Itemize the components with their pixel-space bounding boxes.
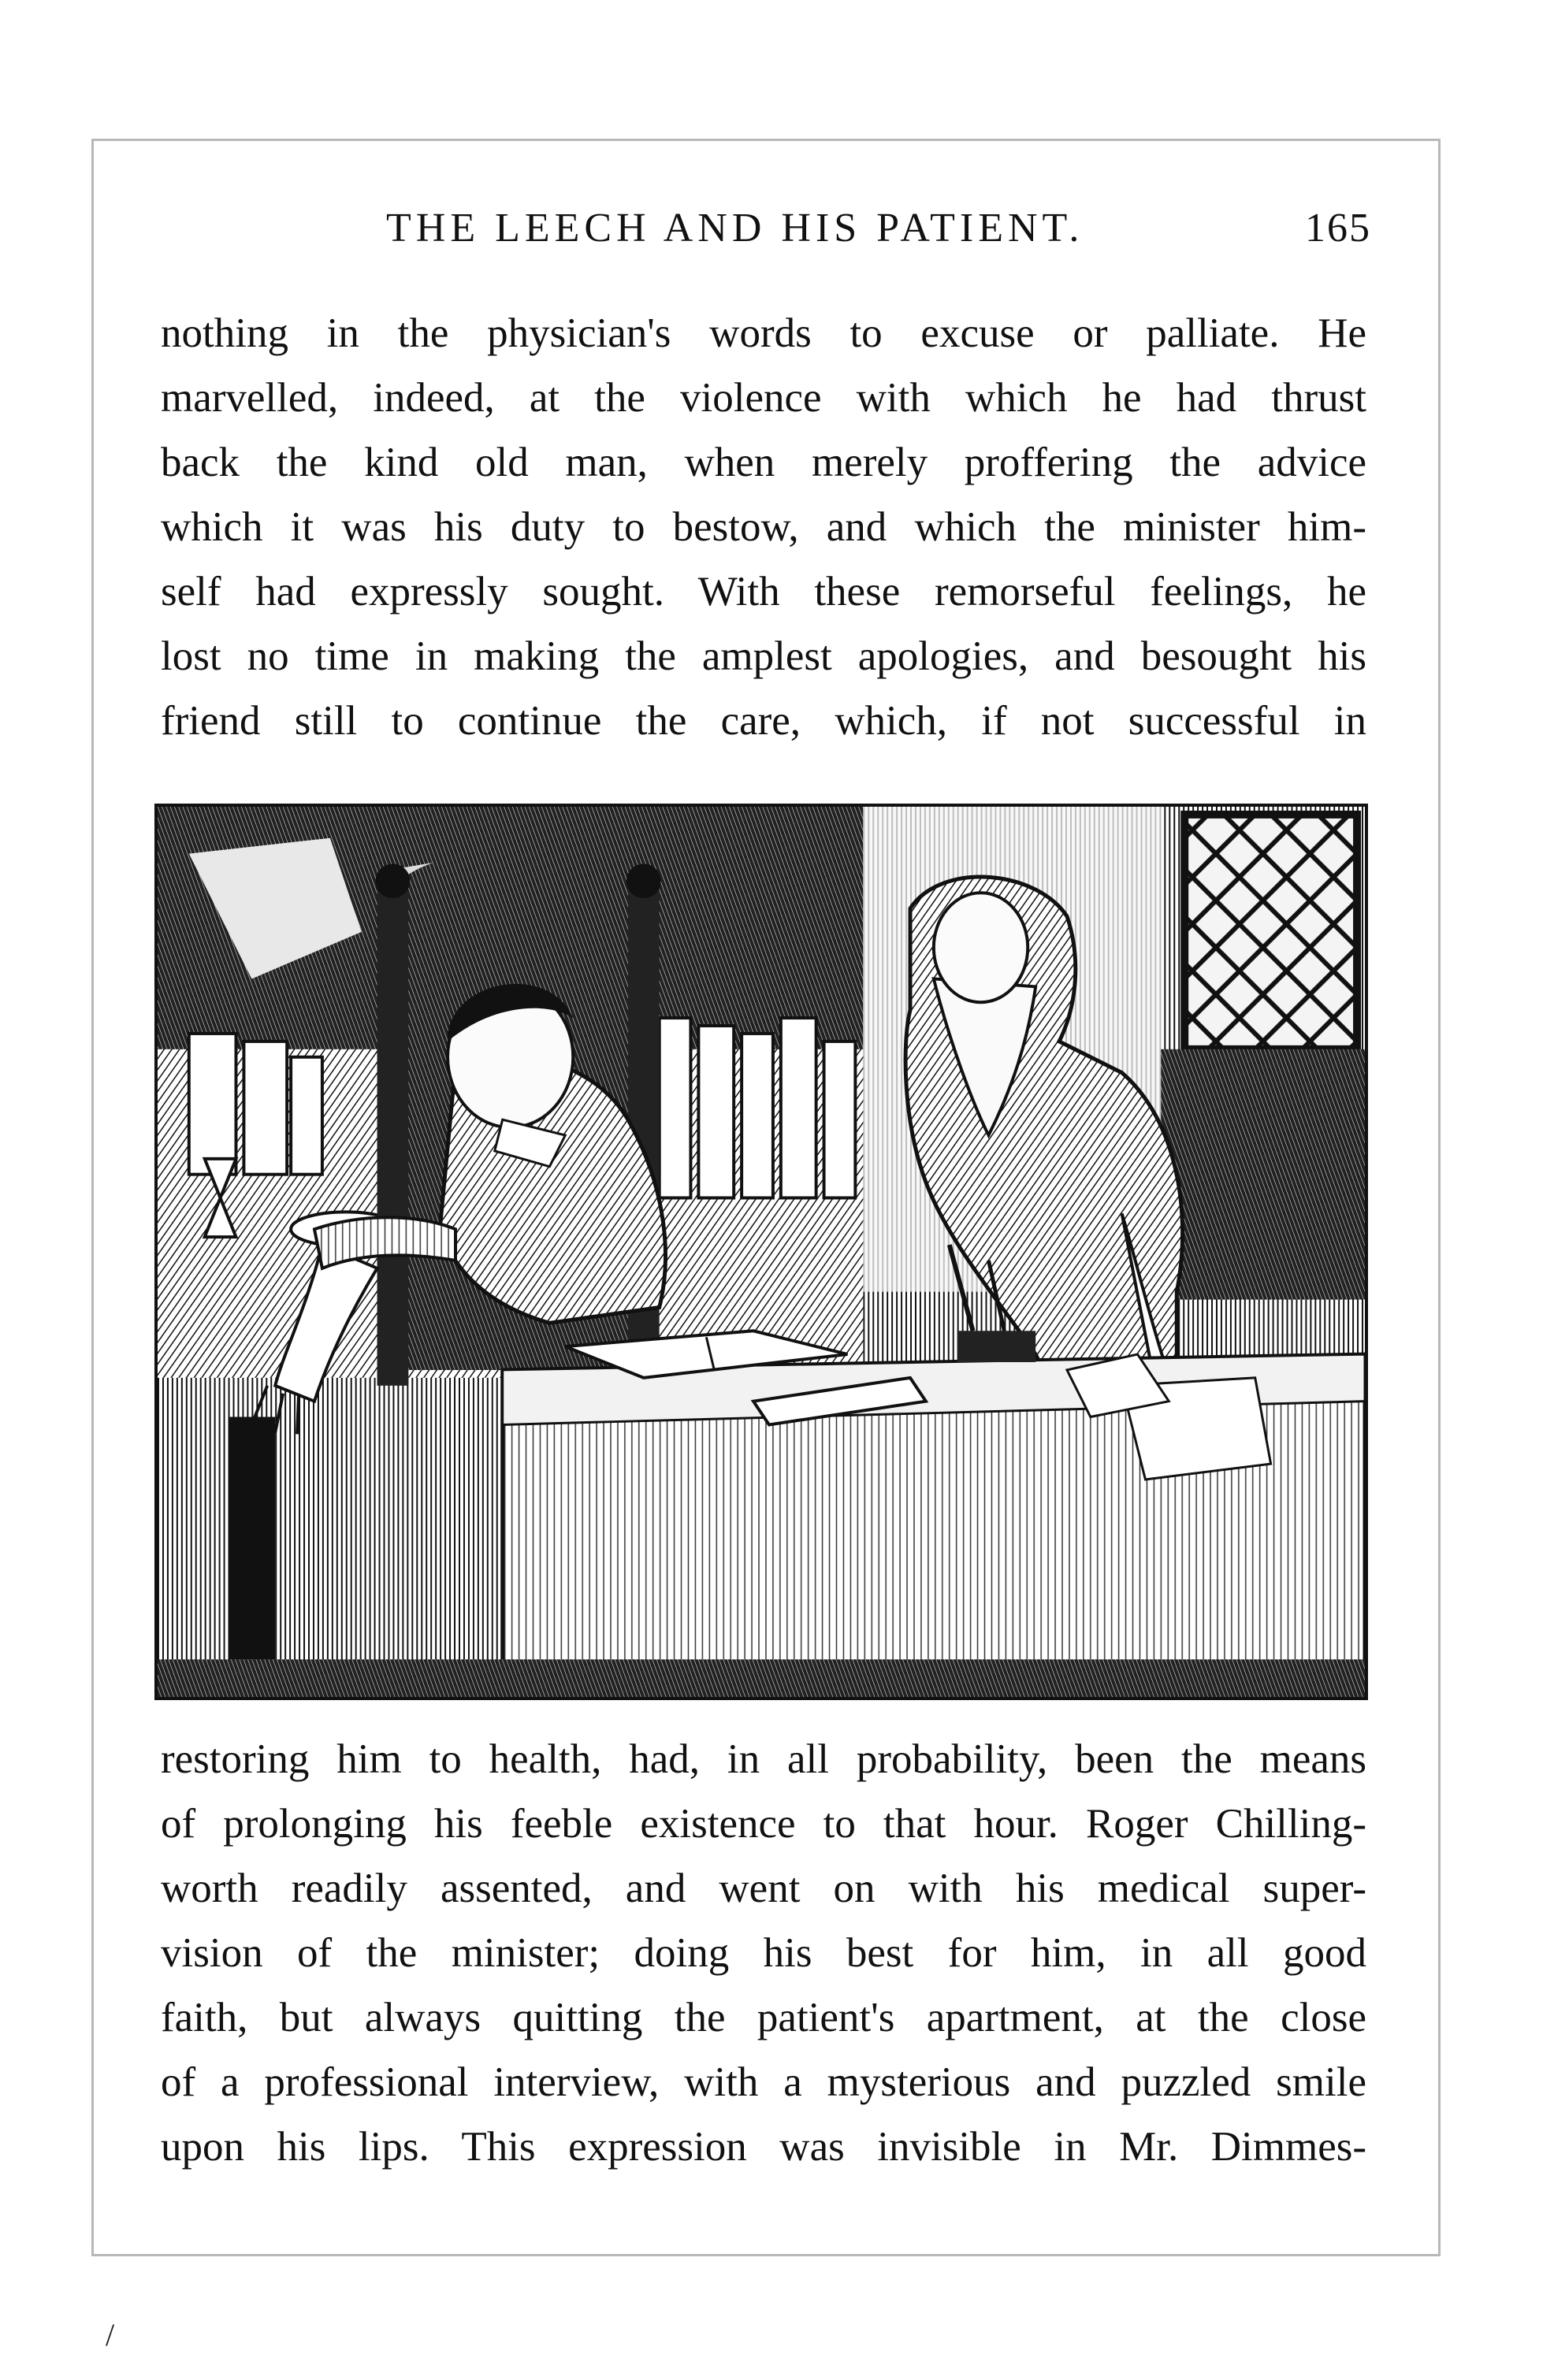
text-line: self had expressly sought. With these remorseful feelings, he bbox=[161, 569, 1366, 614]
text-line: of prolonging his feeble existence to that hour. Roger Chilling- bbox=[161, 1801, 1366, 1847]
text-line: which it was his duty to bestow, and which the minister him- bbox=[161, 504, 1366, 550]
stray-pencil-mark: / bbox=[106, 2317, 115, 2352]
body-text-bottom bbox=[161, 1727, 1366, 2179]
text-line: of a professional interview, with a mysterious and puzzled smile bbox=[161, 2059, 1366, 2105]
text-line: friend still to continue the care, which, if not successful in bbox=[161, 698, 1366, 744]
engraving-illustration bbox=[154, 804, 1368, 1700]
text-line: marvelled, indeed, at the violence with which he had thrust bbox=[161, 375, 1366, 421]
text-line: worth readily assented, and went on with his medical super- bbox=[161, 1866, 1366, 1911]
text-line: faith, but always quitting the patient's apartment, at the close bbox=[161, 1995, 1366, 2040]
text-line: upon his lips. This expression was invisible in Mr. Dimmes- bbox=[161, 2124, 1366, 2170]
text-line: lost no time in making the amplest apologies, and besought his bbox=[161, 633, 1366, 679]
engraving-drawing bbox=[158, 807, 1365, 1697]
running-title: THE LEECH AND HIS PATIENT. bbox=[386, 206, 1084, 251]
text-line: nothing in the physician's words to excuse or palliate. He bbox=[161, 310, 1366, 356]
text-line: vision of the minister; doing his best for him, in all good bbox=[161, 1930, 1366, 1976]
body-text-top bbox=[161, 301, 1366, 753]
text-line: restoring him to health, had, in all probability, been the means bbox=[161, 1736, 1366, 1782]
text-line: back the kind old man, when merely proffering the advice bbox=[161, 440, 1366, 485]
page-number: 165 bbox=[1305, 206, 1371, 251]
running-head bbox=[158, 205, 1387, 260]
